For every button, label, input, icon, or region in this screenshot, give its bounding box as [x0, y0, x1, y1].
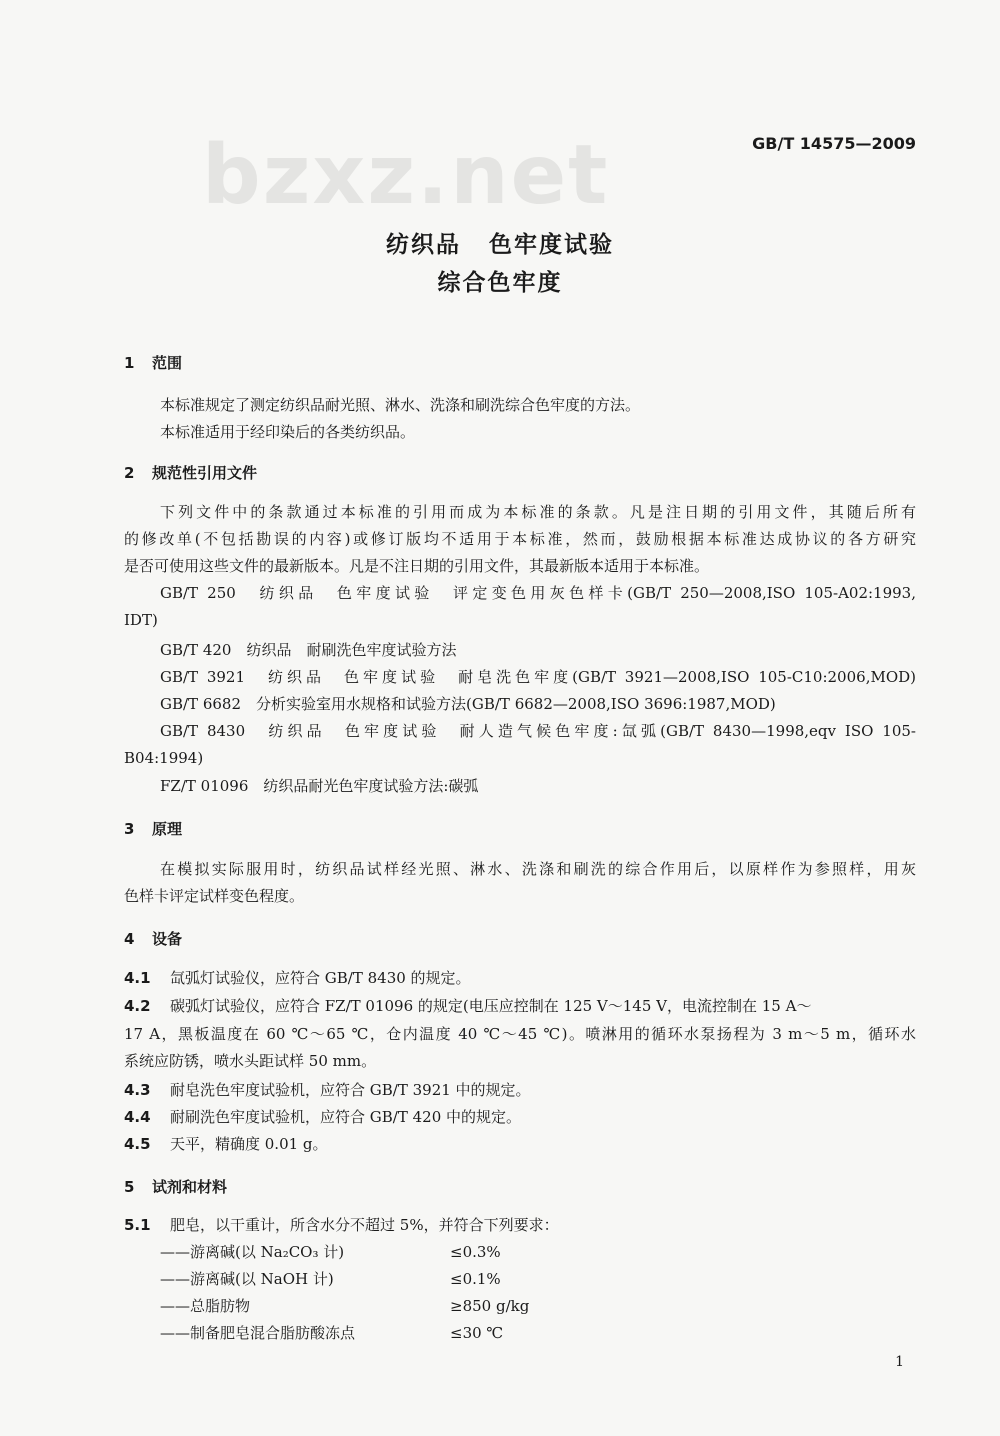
paragraph: 本标准规定了测定纺织品耐光照、淋水、洗涤和刷洗综合色牢度的方法。: [160, 396, 641, 414]
section-title: 试剂和材料: [152, 1178, 228, 1196]
clause-text: 碳弧灯试验仪，应符合 FZ/T 01096 的规定(电压应控制在 125 V～145 V，电流控制在 15 A～: [170, 997, 812, 1015]
standard-number: GB/T 14575—2009: [752, 134, 916, 153]
requirement-value: ≤0.3%: [450, 1243, 501, 1261]
paragraph-line-text: 的修改单(不包括勘误的内容)或修订版均不适用于本标准，然而，鼓励根据本标准达成协议的各方研究: [124, 530, 916, 548]
reference-item: [160, 664, 916, 691]
reference-item: FZ/T 01096 纺织品耐光色牢度试验方法:碳弧: [160, 777, 479, 795]
requirement-name: ——制备肥皂混合脂肪酸冻点: [160, 1324, 356, 1342]
paragraph: 本标准适用于经印染后的各类纺织品。: [160, 423, 416, 441]
requirement-name: ——游离碱(以 NaOH 计): [160, 1270, 334, 1288]
watermark: bzxz.net: [202, 128, 610, 223]
section-number: 2: [124, 464, 135, 482]
section-heading-5: [124, 1176, 227, 1197]
requirement-row: [160, 1320, 503, 1347]
requirement-row: [160, 1239, 501, 1266]
document-title-line1: [0, 226, 1000, 259]
section-title: 范围: [152, 354, 183, 372]
section-number: 4: [124, 930, 135, 948]
clause-number: 4.3: [124, 1081, 151, 1099]
clause-number: 5.1: [124, 1216, 151, 1234]
requirement-value: ≤0.1%: [450, 1270, 501, 1288]
requirement-value: ≥850 g/kg: [450, 1297, 530, 1315]
clause-number: 4.2: [124, 997, 151, 1015]
title-part-b: 色牢度试验: [489, 232, 614, 258]
section-title: 原理: [152, 820, 183, 838]
clause-text: 耐刷洗色牢度试验机，应符合 GB/T 420 中的规定。: [170, 1108, 522, 1126]
reference-item: GB/T 420 纺织品 耐刷洗色牢度试验方法: [160, 641, 457, 659]
section-number: 3: [124, 820, 135, 838]
paragraph-line: 色样卡评定试样变色程度。: [124, 887, 305, 905]
section-heading-4: [124, 928, 182, 949]
clause-number: 4.1: [124, 969, 151, 987]
clause-4-2-line2: [124, 1021, 916, 1048]
reference-item: [160, 580, 916, 607]
reference-item: [160, 718, 916, 745]
requirement-row: [160, 1266, 501, 1293]
title-part-a: 纺织品: [386, 232, 461, 258]
clause-4-2-line3: 系统应防锈，喷水头距试样 50 mm。: [124, 1052, 377, 1070]
paragraph-line: [124, 526, 916, 553]
paragraph-line-text: 在模拟实际服用时，纺织品试样经光照、淋水、洗涤和刷洗的综合作用后，以原样作为参照样，用灰: [160, 860, 916, 878]
paragraph: [160, 499, 916, 526]
clause-4-2: [124, 993, 916, 1020]
requirement-value: ≤30 ℃: [450, 1324, 504, 1342]
reference-item-continued: B04:1994): [124, 749, 204, 767]
paragraph-line: [160, 856, 916, 883]
requirement-row: [160, 1293, 529, 1320]
section-title: 设备: [152, 930, 183, 948]
clause-text: 天平，精确度 0.01 g。: [170, 1135, 328, 1153]
section-number: 1: [124, 354, 135, 372]
clause-4-5: [124, 1131, 916, 1158]
clause-4-3: [124, 1077, 916, 1104]
reference-text: GB/T 250 纺织品 色牢度试验 评定变色用灰色样卡(GB/T 250—2008,ISO 105-A02:1993,: [160, 584, 916, 602]
clause-text: 17 A，黑板温度在 60 ℃～65 ℃，仓内温度 40 ℃～45 ℃)。喷淋用的循环水泵扬程为 3 m～5 m，循环水: [124, 1025, 916, 1043]
reference-item-continued: IDT): [124, 611, 158, 629]
reference-text: GB/T 8430 纺织品 色牢度试验 耐人造气候色牢度:氙弧(GB/T 8430—1998,eqv ISO 105-: [160, 722, 916, 740]
clause-5-1: [124, 1212, 916, 1239]
clause-text: 耐皂洗色牢度试验机，应符合 GB/T 3921 中的规定。: [170, 1081, 531, 1099]
clause-text: 氙弧灯试验仪，应符合 GB/T 8430 的规定。: [170, 969, 471, 987]
reference-text: GB/T 3921 纺织品 色牢度试验 耐皂洗色牢度(GB/T 3921—2008,ISO 105-C10:2006,MOD): [160, 668, 916, 686]
section-heading-3: [124, 818, 182, 839]
paragraph-line: 是否可使用这些文件的最新版本。凡是不注日期的引用文件，其最新版本适用于本标准。: [124, 557, 710, 575]
requirement-name: ——总脂肪物: [160, 1297, 251, 1315]
section-title: 规范性引用文件: [152, 464, 258, 482]
clause-4-1: [124, 965, 916, 992]
clause-number: 4.5: [124, 1135, 151, 1153]
page-number: 1: [895, 1354, 904, 1370]
clause-text: 肥皂，以干重计，所含水分不超过 5%，并符合下列要求：: [170, 1216, 559, 1234]
section-number: 5: [124, 1178, 135, 1196]
requirement-name: ——游离碱(以 Na₂CO₃ 计): [160, 1243, 345, 1261]
reference-item: GB/T 6682 分析实验室用水规格和试验方法(GB/T 6682—2008,ISO 3696:1987,MOD): [160, 695, 776, 713]
document-title-line2: 综合色牢度: [437, 270, 563, 296]
section-heading-1: [124, 352, 182, 373]
clause-number: 4.4: [124, 1108, 151, 1126]
section-heading-2: [124, 462, 257, 483]
paragraph-line: 下列文件中的条款通过本标准的引用而成为本标准的条款。凡是注日期的引用文件，其随后所有: [160, 503, 916, 521]
clause-4-4: [124, 1104, 916, 1131]
